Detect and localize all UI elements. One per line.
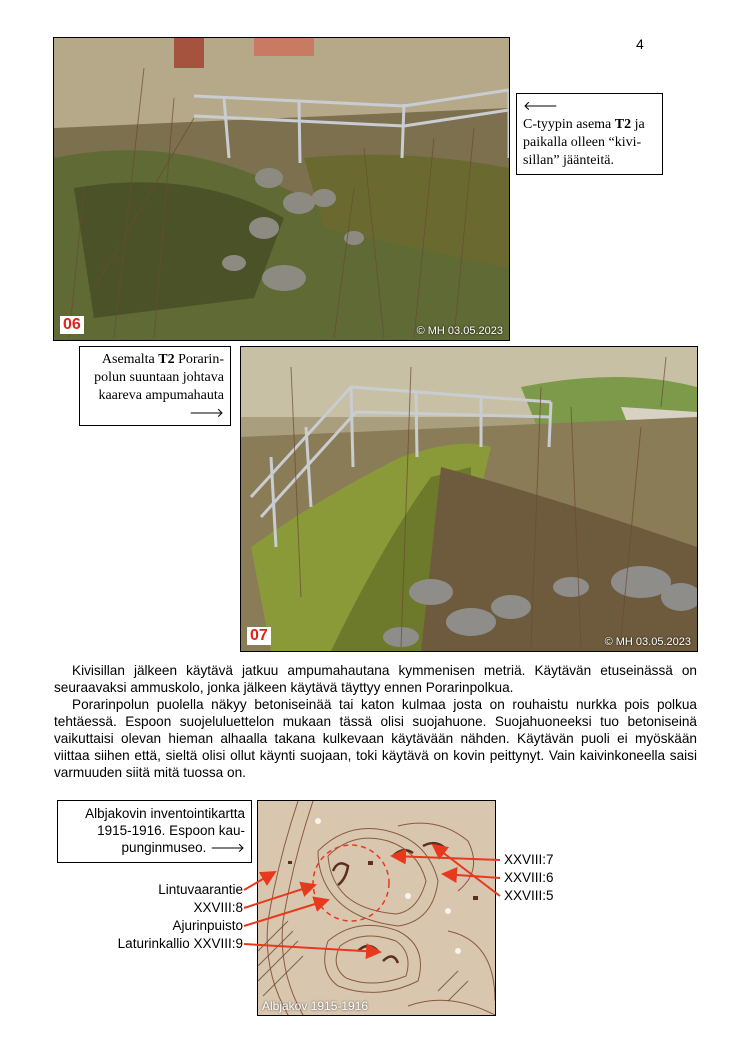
map-label-laturinkallio: Laturinkallio XXVIII:9: [117, 936, 243, 951]
inventory-map: [257, 800, 496, 1016]
photo-number-badge: 07: [247, 627, 271, 645]
paragraph: Porarinpolun puolella näkyy betoniseinää tai katon kulmaa josta on rouhaistu nurkka pois polkua tehtäessä. Espoon suojeluluettelon mukaan tässä olisi suojahuone. Suojahuoneeksi tuo betoniseinä vaikuttaisi olevan hieman alhaalla takana kulkevaan käytävään nähden. Käytävän puoli ei myöskään viittaa siihen että, sieltä olisi ollut käynti suojaan, toki käytävä on kovin peittynyt. Vain kaivinkoneella saisi varmuuden siitä mitä tuossa on.: [54, 697, 697, 780]
map-label-xxviii-6: XXVIII:6: [504, 870, 554, 885]
photo-07-caption: [79, 346, 231, 426]
photo-06-image: [54, 38, 509, 340]
photo-07: [240, 346, 698, 652]
arrow-right-icon: 🡒: [189, 406, 224, 421]
photo-07-image: [241, 347, 697, 651]
map-caption-text: Albjakovin inventointikartta 1915-1916. Espoon kau-punginmuseo.: [85, 806, 245, 855]
map-label-xxviii-8: XXVIII:8: [193, 900, 243, 915]
inventory-map-image: [258, 801, 495, 1015]
map-label-lintuvaarantie: Lintuvaarantie: [158, 882, 243, 897]
map-label-ajurinpuisto: Ajurinpuisto: [172, 918, 243, 933]
station-code: T2: [158, 352, 175, 367]
caption-text-pre: Asemalta: [101, 352, 159, 367]
photo-credit: © MH 03.05.2023: [416, 325, 503, 337]
map-label-xxviii-7: XXVIII:7: [504, 852, 554, 867]
arrow-left-icon: 🡐: [523, 99, 558, 114]
photo-06-caption: [516, 93, 663, 175]
photo-credit: © MH 03.05.2023: [604, 636, 691, 648]
caption-text-post: ja paikalla olleen “kivi-sillan” jäänteitä.: [523, 117, 645, 168]
body-text: [54, 662, 697, 781]
map-caption: [57, 800, 252, 863]
caption-text-post: Porarin-polun suuntaan johtava kaareva ampumahauta: [94, 352, 224, 403]
station-code: T2: [614, 117, 632, 132]
paragraph: Kivisillan jälkeen käytävä jatkuu ampumahautana kymmenisen metriä. Käytävän etuseinässä on seuraavaksi ammuskolo, jonka jälkeen käytävä täyttyy ennen Porarinpolkua.: [54, 663, 697, 695]
map-credit: Albjakov 1915-1916: [262, 999, 369, 1013]
caption-text-pre: C-tyypin asema: [523, 117, 615, 132]
arrow-right-icon: 🡒: [210, 841, 245, 856]
map-label-xxviii-5: XXVIII:5: [504, 888, 554, 903]
photo-06: [53, 37, 510, 341]
photo-number-badge: 06: [60, 316, 84, 334]
page-number: 4: [636, 36, 644, 52]
